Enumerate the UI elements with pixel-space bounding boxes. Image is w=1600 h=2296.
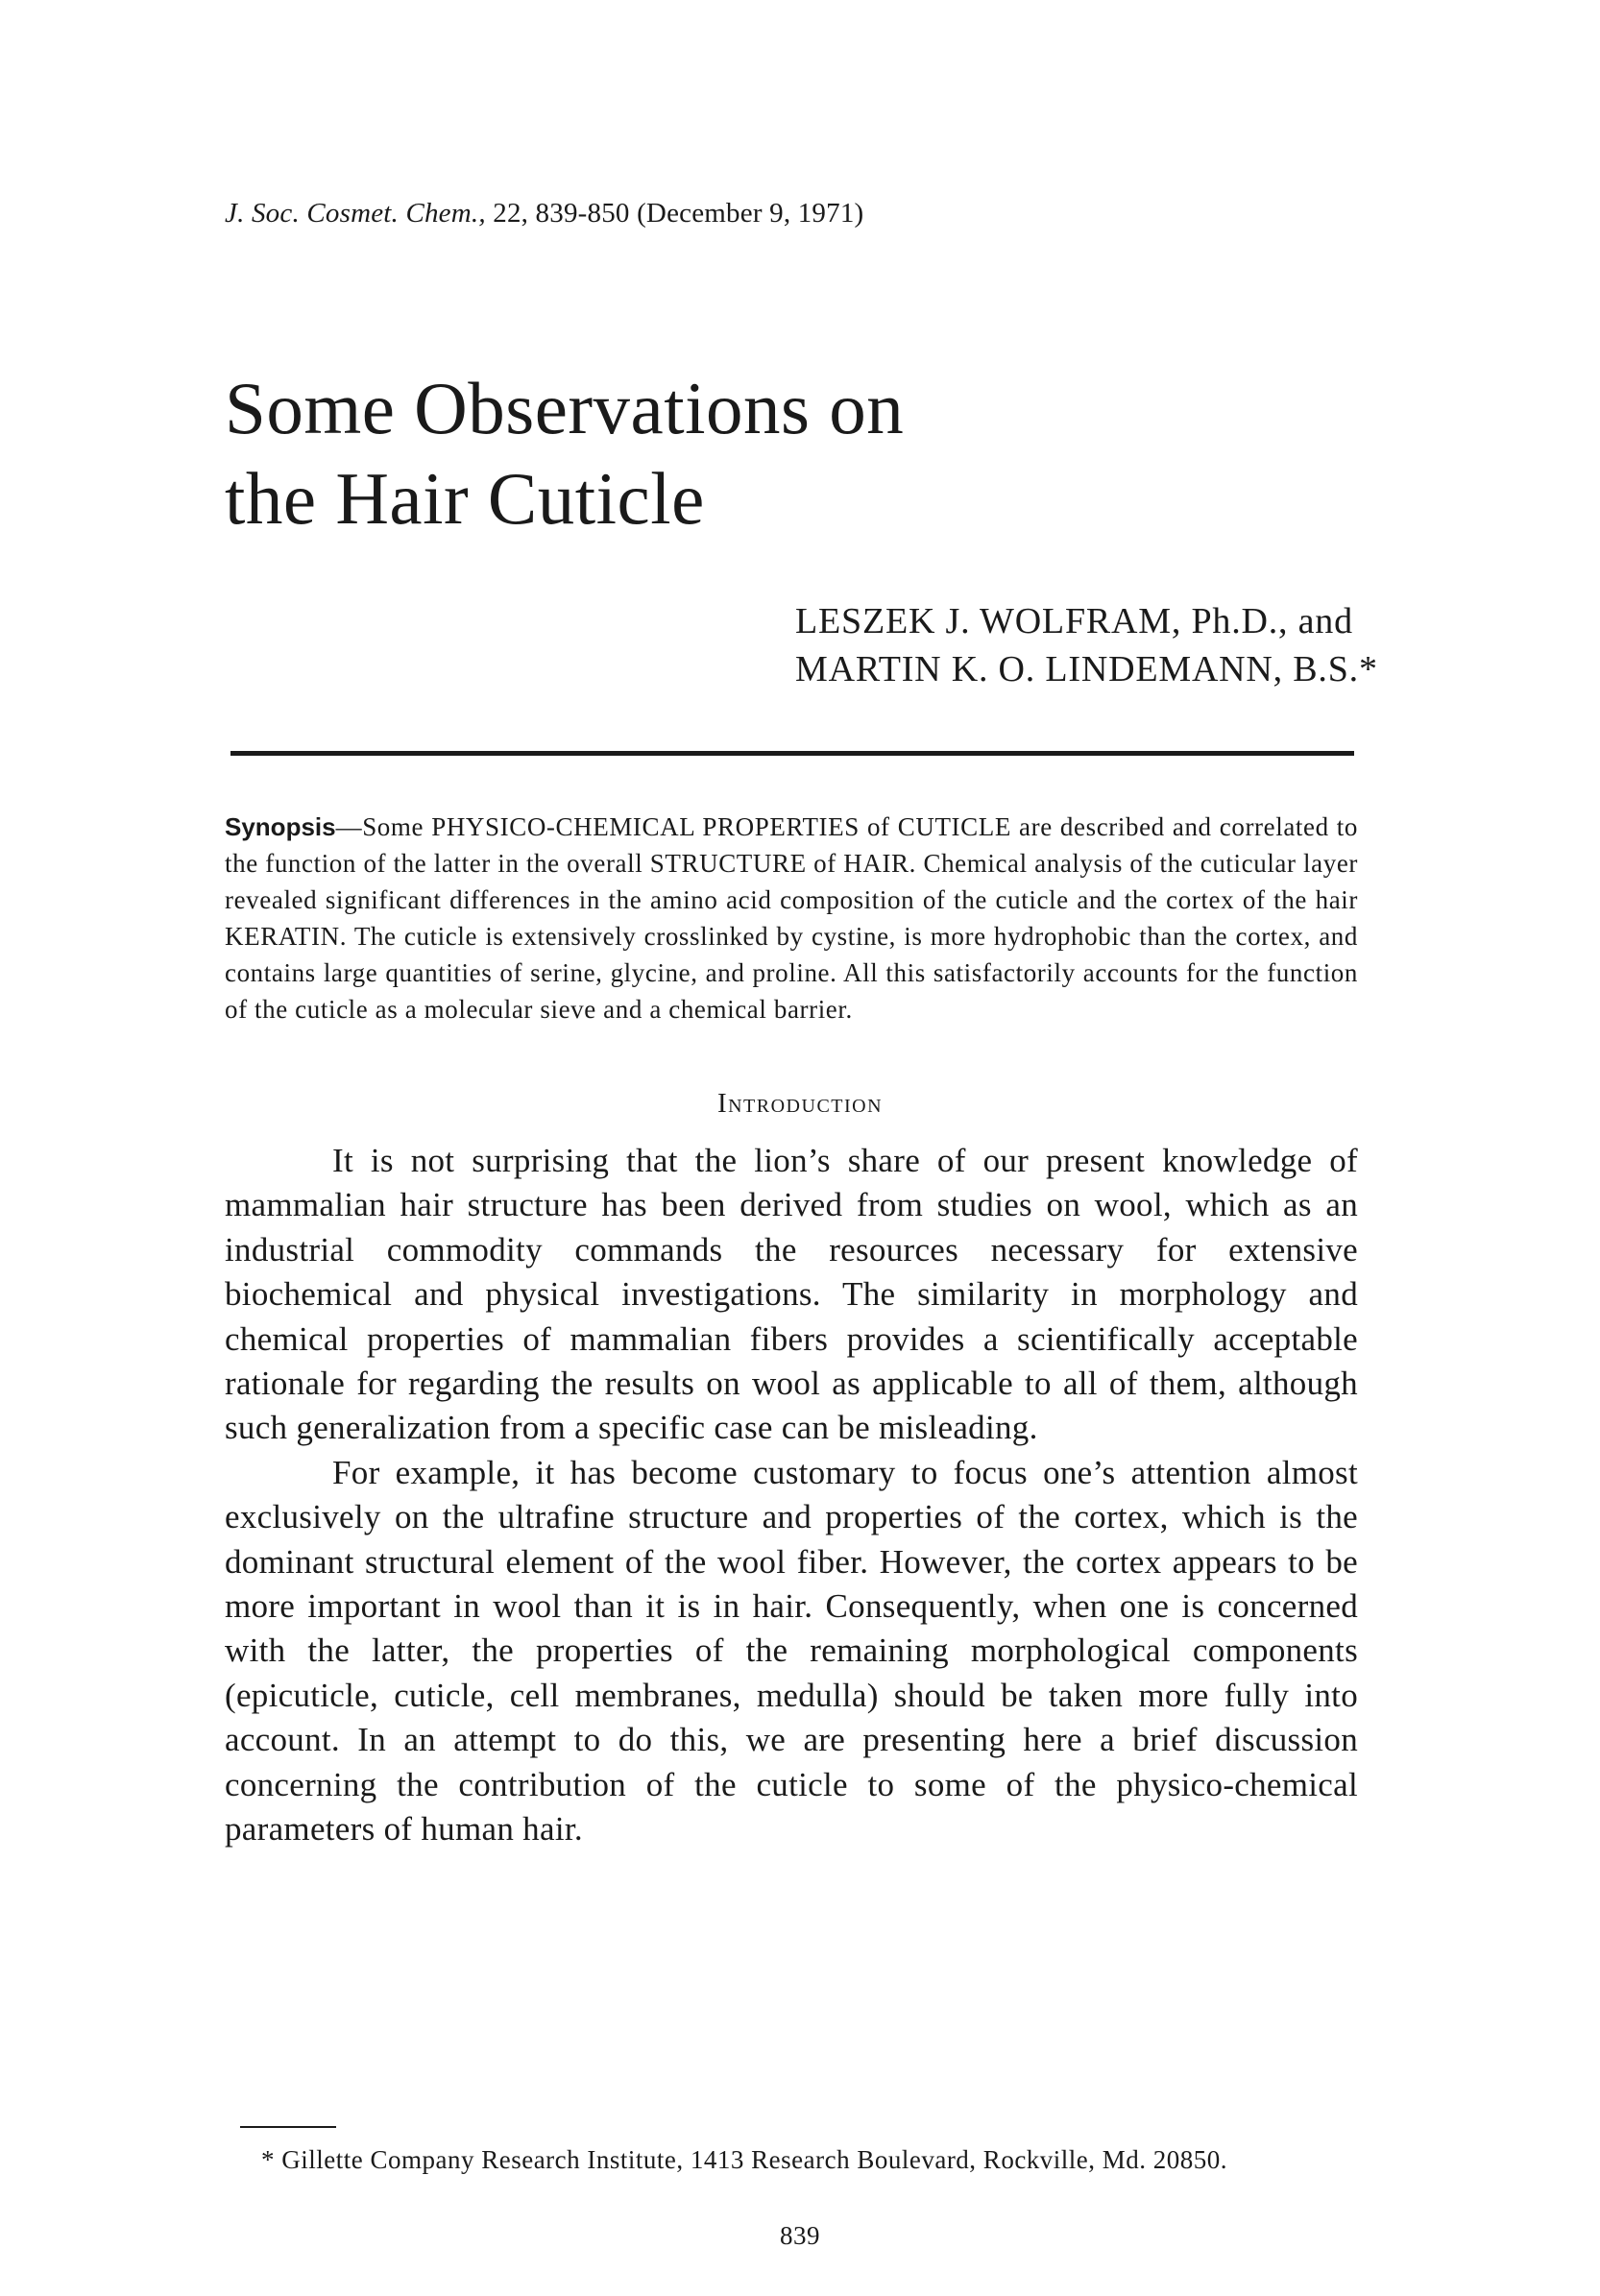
footnote: * Gillette Company Research Institute, 1413 Research Boulevard, Rockville, Md. 20850. [261,2145,1228,2174]
page-number: 839 [780,2221,820,2250]
paragraph: For example, it has become customary to focus one’s attention almost exclusively on the ultrafine structure and properties of the cortex, which is the dominant structural element of the wool fiber. However, the cortex appears to be more important in wool than it is in hair. Consequently, when one is concerned with the latter, the properties of the remaining morphological components (epicuticle, cuticle, cell membranes, medulla) should be taken more fully into account. In an attempt to do this, we are presenting here a brief discussion concerning the contribution of the cuticle to some of the physico-chemical parameters of human hair. [225,1453,1358,1849]
article-title [225,363,904,544]
author-line-1: LESZEK J. WOLFRAM, Ph.D., and [795,601,1353,641]
title-line-1: Some Observations on [225,367,905,449]
title-divider [230,751,1354,756]
author-block [795,597,1378,693]
synopsis [225,809,1358,1027]
footnote-divider [240,2126,336,2128]
paragraph: It is not surprising that the lion’s share of our present knowledge of mammalian hair structure has been derived from studies on wool, which as an industrial commodity commands the resources necessary for extensive biochemical and physical investigations. The similarity in morphology and chemical properties of mammalian fibers provides a scientifically acceptable rationale for regarding the results on wool as applicable to all of them, although such generalization from a specific case can be misleading. [225,1142,1358,1447]
section-heading-introduction: Introduction [716,1088,884,1119]
title-line-2: the Hair Cuticle [225,457,705,540]
author-line-2: MARTIN K. O. LINDEMANN, B.S.* [795,649,1378,689]
journal-citation [225,198,863,230]
introduction-body [225,1139,1358,1852]
synopsis-text: —Some PHYSICO-CHEMICAL PROPERTIES of CUTICLE are described and correlated to the function of the latter in the overall STRUCTURE of HAIR. Chemical analysis of the cuticular layer revealed significant differences in the amino acid composition of the cuticle and the cortex of the hair KERATIN. The cuticle is extensively crosslinked by cystine, is more hydrophobic than the cortex, and contains large quantities of serine, glycine, and proline. All this satisfactorily accounts for the function of the cuticle as a molecular sieve and a chemical barrier. [225,812,1358,1024]
synopsis-label: Synopsis [225,812,336,841]
volume-pages-date: 22, 839-850 (December 9, 1971) [485,198,864,229]
journal-abbreviation: J. Soc. Cosmet. Chem., [225,198,486,229]
